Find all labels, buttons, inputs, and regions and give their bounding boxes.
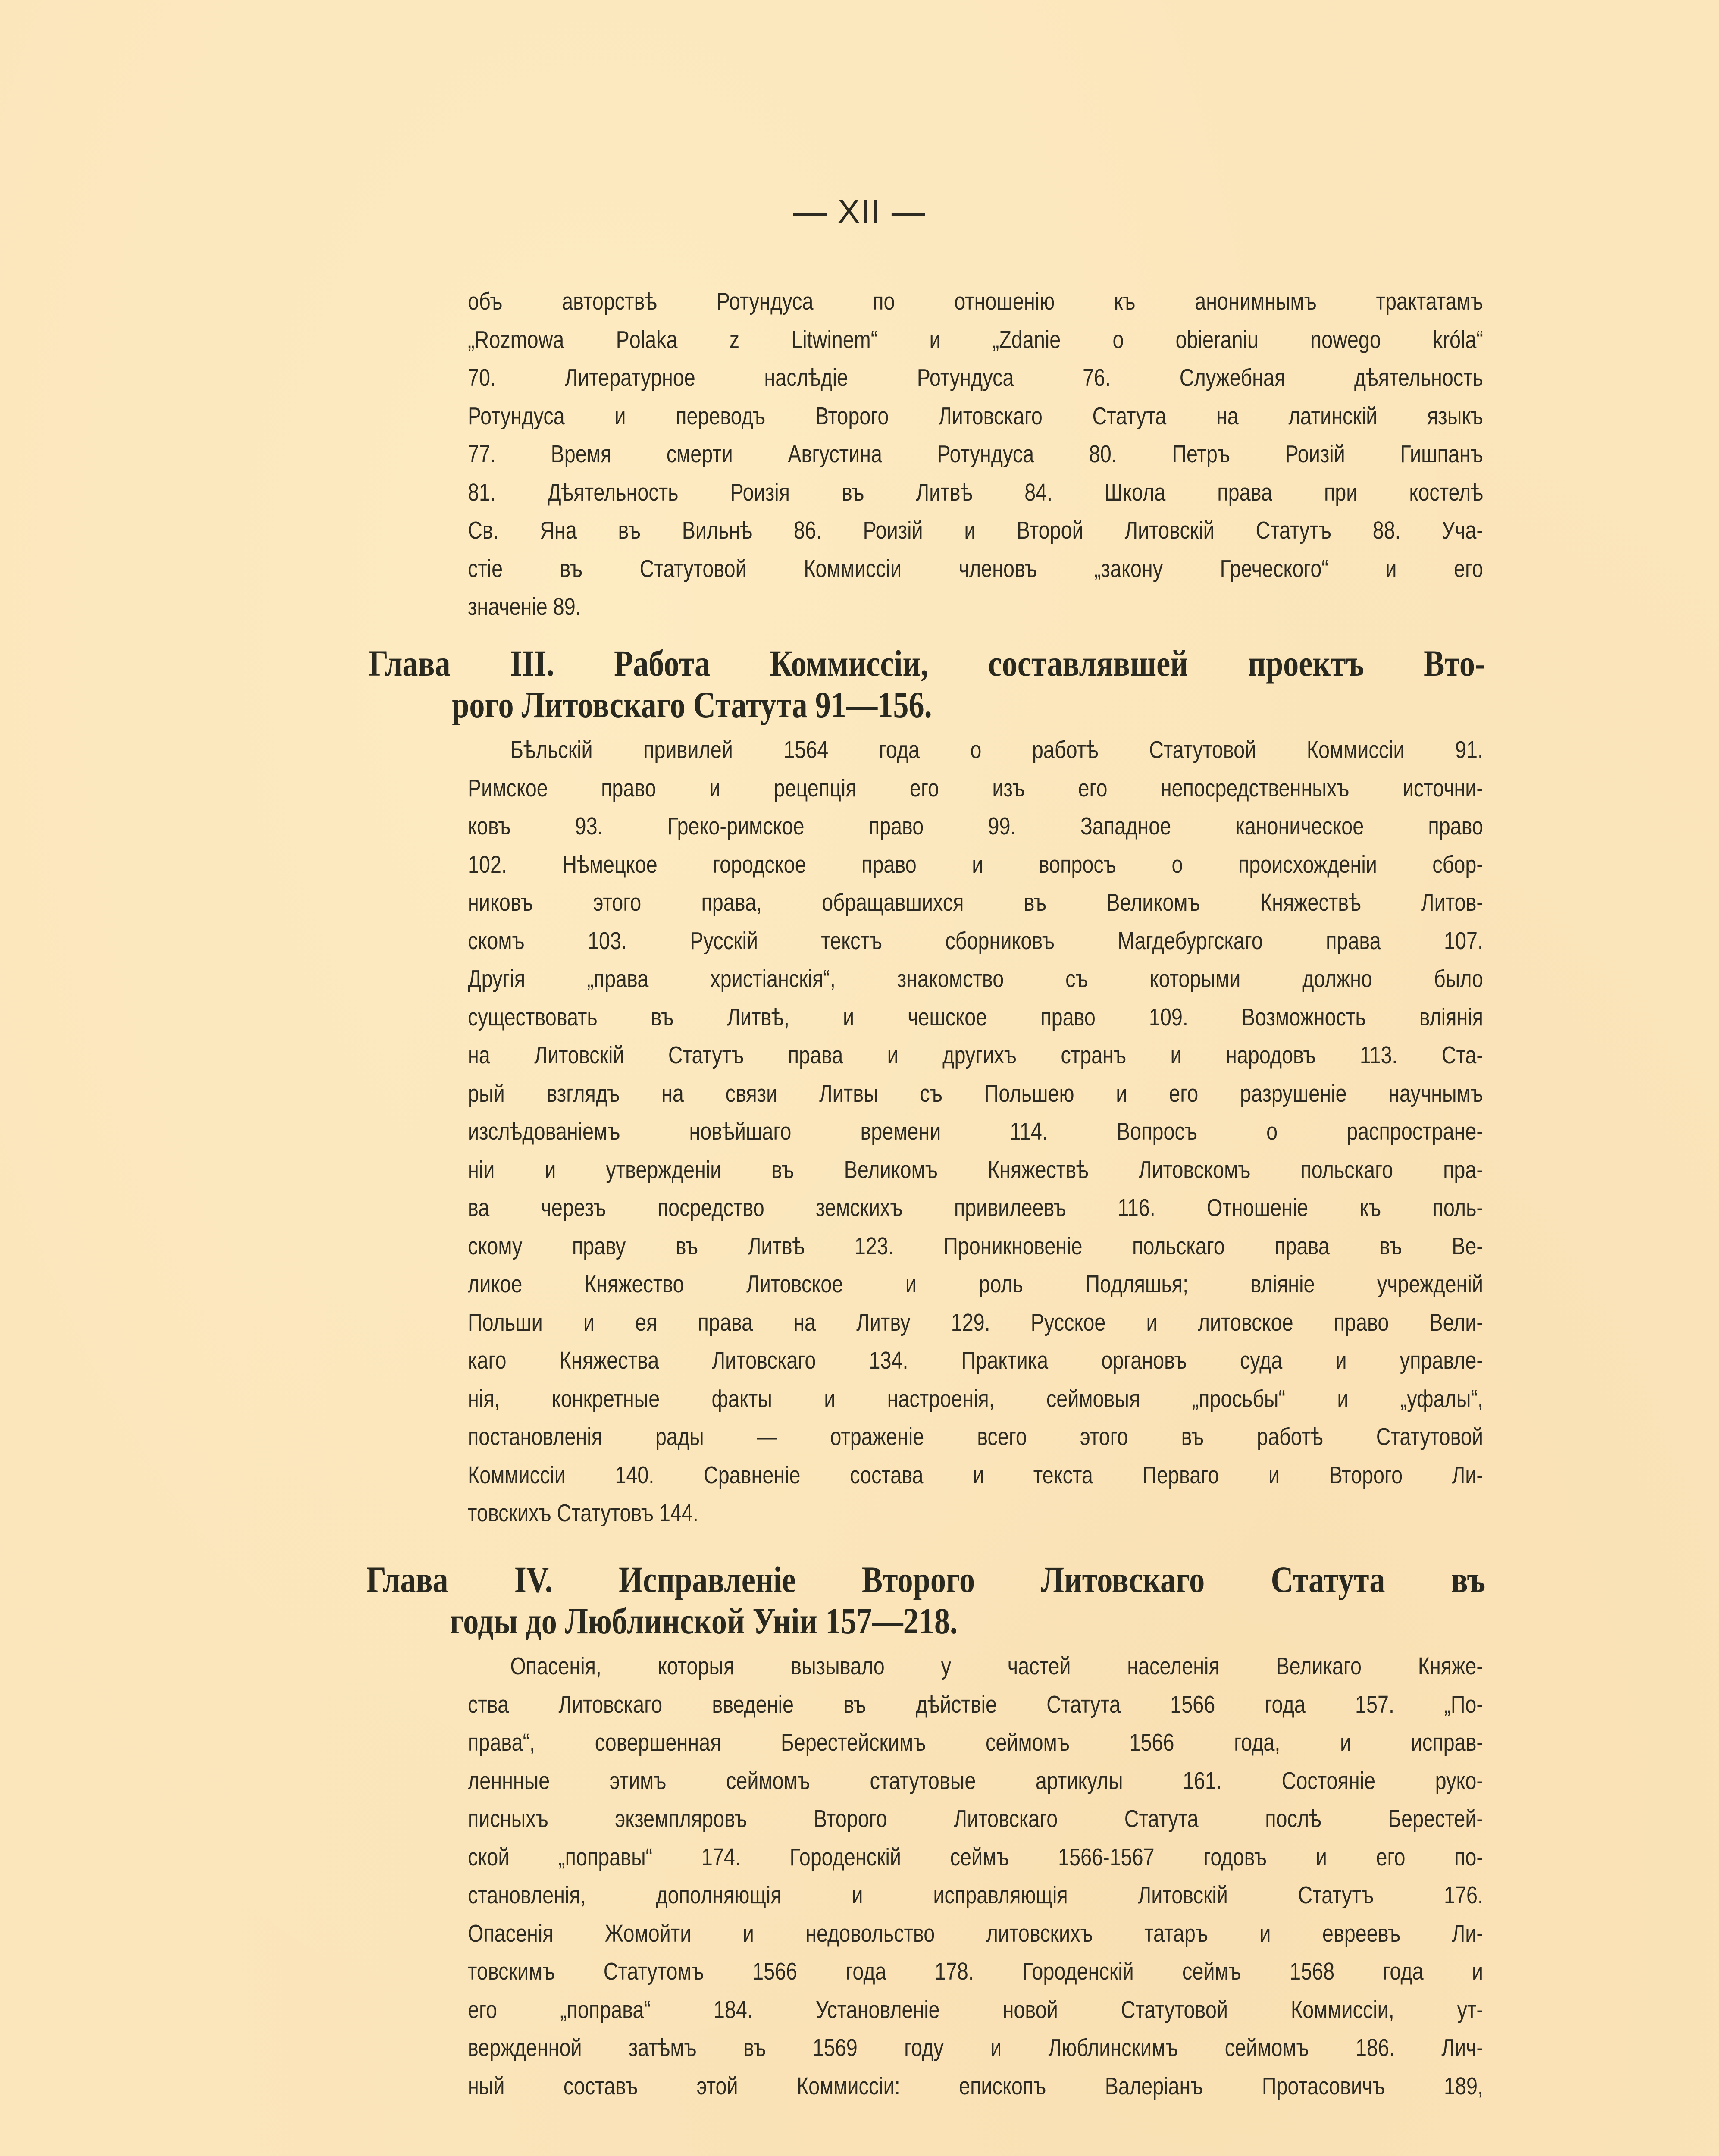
chapter-heading [369, 642, 1485, 725]
text-line: ской „поправы“ 174. Городенскій сеймъ 1566-1567 годовъ и его по- [468, 1843, 1483, 1871]
text-line: ликое Княжество Литовское и роль Подляшья; вліяніе учрежденій [468, 1270, 1483, 1298]
text-line: скомъ 103. Русскій текстъ сборниковъ Магдебургскаго права 107. [468, 927, 1483, 955]
text-line: Польши и ея права на Литву 129. Русское и литовское право Вели- [468, 1308, 1483, 1336]
text-line: Опасенія, которыя вызывало у частей населенія Великаго Княже- [510, 1652, 1483, 1680]
text-line: никовъ этого права, обращавшихся въ Великомъ Княжествѣ Литов- [468, 889, 1483, 916]
text-line: 81. Дѣятельность Роизія въ Литвѣ 84. Школа права при костелѣ [468, 478, 1483, 506]
text-line: писныхъ экземпляровъ Второго Литовскаго Статута послѣ Берестей- [468, 1805, 1483, 1833]
text-line: ный составъ этой Коммиссіи: епископъ Валеріанъ Протасовичъ 189, [468, 2072, 1483, 2100]
text-line: рый взглядъ на связи Литвы съ Польшею и его разрушеніе научнымъ [468, 1079, 1483, 1107]
text-line: на Литовскій Статутъ права и другихъ странъ и народовъ 113. Ста- [468, 1041, 1483, 1069]
text-line: Св. Яна въ Вильнѣ 86. Роизій и Второй Литовскій Статутъ 88. Уча- [468, 517, 1483, 544]
intro-paragraph [468, 282, 1483, 626]
text-line: Римское право и рецепція его изъ его непосредственныхъ источни- [468, 774, 1483, 802]
text-line: 77. Время смерти Августина Ротундуса 80. Петръ Роизій Гишпанъ [468, 440, 1483, 468]
chapter-title-line: рого Литовскаго Статута 91—156. [452, 684, 932, 725]
text-line: объ авторствѣ Ротундуса по отношенію къ анонимнымъ трактатамъ [468, 288, 1483, 315]
text-line: существовать въ Литвѣ, и чешское право 109. Возможность вліянія [468, 1003, 1483, 1031]
text-line: товскихъ Статутовъ 144. [468, 1499, 698, 1527]
text-line: товскимъ Статутомъ 1566 года 178. Городенскій сеймъ 1568 года и [468, 1958, 1483, 1985]
chapter-title-line: Глава III. Работа Коммиссіи, составлявшей проектъ Вто- [369, 642, 1485, 684]
text-line: Ротундуса и переводъ Второго Литовскаго Статута на латинскій языкъ [468, 402, 1483, 430]
chapter-heading [366, 1559, 1485, 1642]
text-line: нія, конкретные факты и настроенія, сеймовыя „просьбы“ и „уфалы“, [468, 1385, 1483, 1413]
text-line: 102. Нѣмецкое городское право и вопросъ о происхожденіи сбор- [468, 850, 1483, 878]
chapter-label: Глава IV. [366, 1559, 553, 1600]
text-line: ства Литовскаго введеніе въ дѣйствіе Статута 1566 года 157. „По- [468, 1690, 1483, 1718]
chapter-summary [468, 731, 1483, 1532]
text-line: изслѣдованіемъ новѣйшаго времени 114. Вопросъ о распростране- [468, 1118, 1483, 1145]
text-line: становленія, дополняющія и исправляющія Литовскій Статутъ 176. [468, 1881, 1483, 1909]
text-line: Другія „права христіанскія“, знакомство съ которыми должно было [468, 965, 1483, 993]
text-line: ніи и утвержденіи въ Великомъ Княжествѣ Литовскомъ польскаго пра- [468, 1156, 1483, 1184]
chapter-title-line: годы до Люблинской Уніи 157—218. [450, 1600, 958, 1642]
text-line: каго Княжества Литовскаго 134. Практика органовъ суда и управле- [468, 1347, 1483, 1374]
text-line: ковъ 93. Греко-римское право 99. Западное каноническое право [468, 812, 1483, 840]
text-line: постановленія рады — отраженіе всего этого въ работѣ Статутовой [468, 1423, 1483, 1451]
text-line: права“, совершенная Берестейскимъ сеймомъ 1566 года, и исправ- [468, 1729, 1483, 1756]
text-line: Опасенія Жомойти и недовольство литовскихъ татаръ и евреевъ Ли- [468, 1919, 1483, 1947]
text-line: его „поправа“ 184. Установленіе новой Статутовой Коммиссіи, ут- [468, 1996, 1483, 2024]
text-line: леннные этимъ сеймомъ статутовые артикулы 161. Состояніе руко- [468, 1767, 1483, 1795]
text-line: Бѣльскій привилей 1564 года о работѣ Статутовой Коммиссіи 91. [510, 736, 1483, 764]
chapter-summary-text [468, 1647, 1483, 2105]
text-line: стіе въ Статутовой Коммиссіи членовъ „закону Греческого“ и его [468, 555, 1483, 583]
text-line: вержденной затѣмъ въ 1569 году и Люблинскимъ сеймомъ 186. Лич- [468, 2034, 1483, 2062]
text-line: 70. Литературное наслѣдіе Ротундуса 76. Служебная дѣятельность [468, 364, 1483, 392]
chapter-summary-text [468, 731, 1483, 1532]
text-line: „Rozmowa Polaka z Litwinem“ и „Zdanie o obieraniu nowego króla“ [468, 326, 1483, 354]
text-line: ва черезъ посредство земскихъ привилеевъ 116. Отношеніе къ поль- [468, 1194, 1483, 1222]
chapter-label: Глава III. [369, 642, 554, 684]
text-line: скому праву въ Литвѣ 123. Проникновеніе польскаго права въ Ве- [468, 1232, 1483, 1260]
chapter-title-line: Глава IV. Исправленіе Второго Литовскаго Статута въ [366, 1559, 1486, 1600]
chapter-summary [468, 1647, 1483, 2105]
text-line: Коммиссіи 140. Сравненіе состава и текста Перваго и Второго Ли- [468, 1461, 1483, 1489]
page-number: — XII — [793, 192, 926, 230]
intro-paragraph-text [468, 282, 1483, 626]
text-line: значеніе 89. [468, 593, 581, 620]
